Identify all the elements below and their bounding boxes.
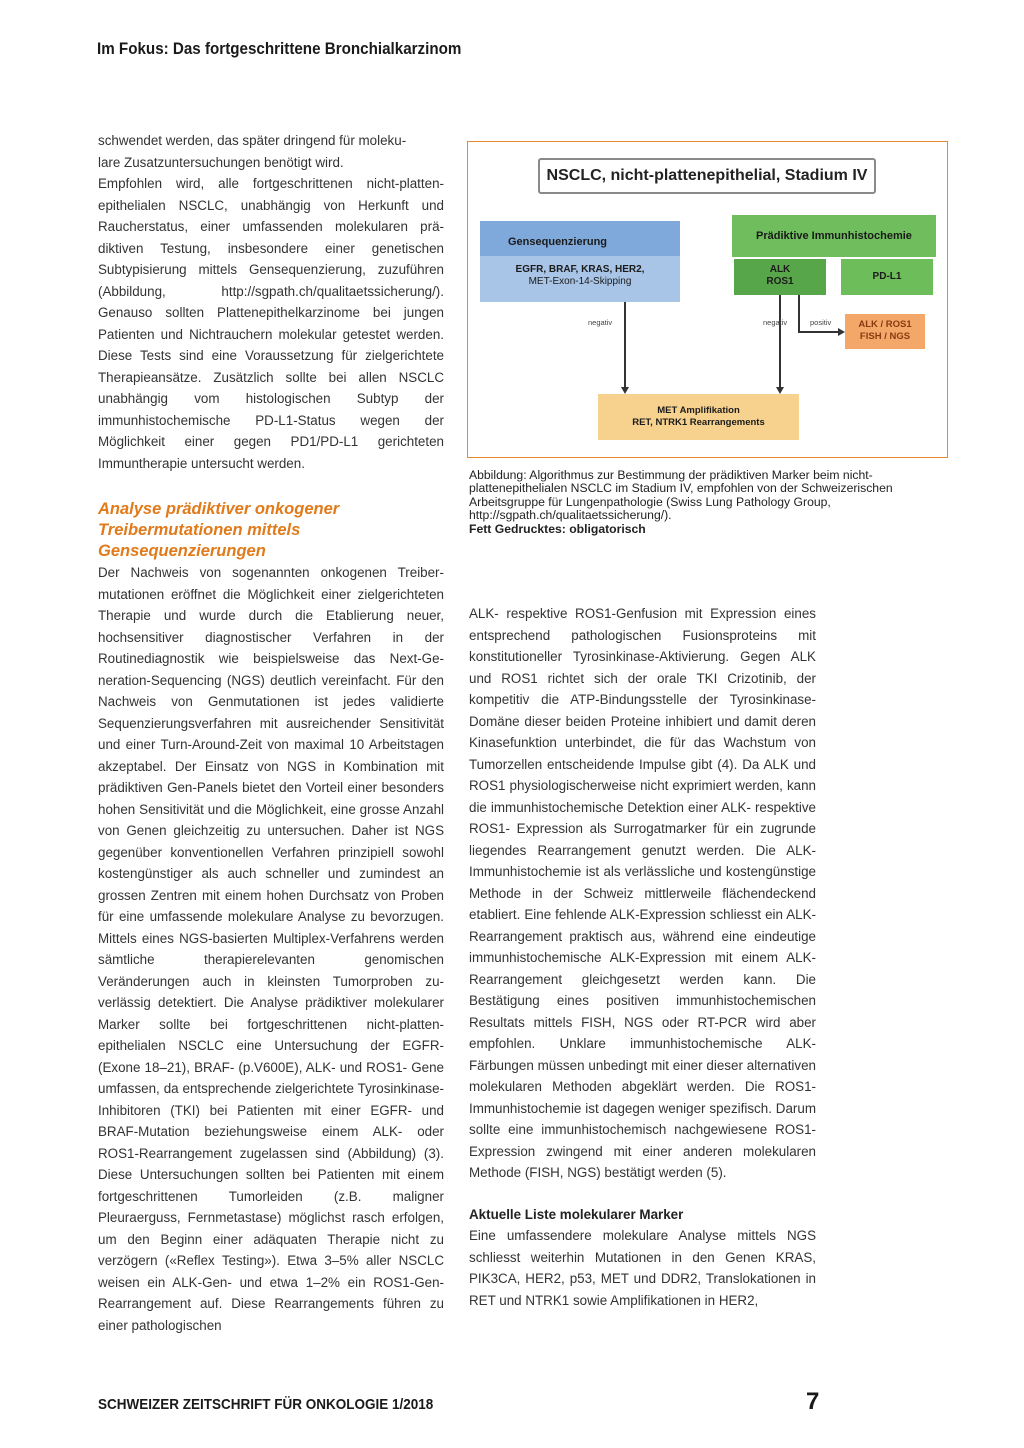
- arrow-down-icon: [776, 387, 784, 394]
- body-paragraph: ALK- respektive ROS1-Genfusion mit Expression eines entsprechend pathologischen Fusionsproteins mit konstitutioneller Tyrosinkinase-Aktivierung. Gegen ALK und ROS1 richtet sich der orale TKI Crizotinib, der kompetitiv die ATP-Bindungsstelle der Tyrosinkinase-Domäne dieser beiden Proteine inhibiert und damit deren Kinasefunktion unterbindet, die für das Wachstum von Tumorzellen entscheidende Impulse gibt (4). Da ALK und ROS1 physiologischerweise nicht exprimiert werden, kann die immunhistochemische Detektion einer ALK- respektive ROS1- Expression als Surrogatmarker für ein zugrunde liegendes Rearrangement genutzt werden. Die ALK- Immunhistochemie ist als verlässliche und kostengünstige Methode in der Schweiz mittlerweile flächendeckend etabliert. Eine fehlende ALK-Expression schliesst ein ALK-Rearrangement praktisch aus, während eine eindeutige immunhistochemische ALK-Expression mit einem ALK-Rearrangement gleichgesetzt werden kann. Die Bestätigung eines positiven immunhistochemischen Resultats mittels FISH, NGS oder RT-PCR wird aber empfohlen. Unklare immunhistochemische ALK-Färbungen müssen unbedingt mit einer dieser alternativen molekularen Methoden abgeklärt werden. Die ROS1-Immunhistochemie ist dagegen weniger spezifisch. Darum sollte eine immunhistochemisch nachgewiesene ROS1-Expression zwingend mit einer anderen molekularen Methode (FISH, NGS) bestätigt werden (5).: [469, 606, 816, 1180]
- left-column: [98, 130, 444, 1336]
- positiv-label: positiv: [810, 318, 832, 327]
- intro-line: lare Zusatzuntersuchungen benötigt wird.: [98, 154, 344, 170]
- body-paragraph: Empfohlen wird, alle fortgeschrittenen nicht-plattenepithelialen NSCLC, unabhängig von Herkunft und Raucherstatus, einer umfassenden molekularen prädiktiven Testung, insbesondere einer genetischen Subtypisierung mittels Gensequenzierung, zuzuführen (Abbildung, http://sgpath.ch/qualitaetssicherung/). Genauso sollten Plattenepithelkarzinome bei jungen Patienten und Nichtrauchern molekular getestet werden. Diese Tests sind eine Voraussetzung für zielgerichtete Therapieansätze. Zusätzlich sollte bei allen NSCLC unabhängig vom histologischen Subtyp der immunhistochemische PD-L1-Status wegen der Möglichkeit einer gegen PD1/PD-L1 gerichteten Immuntherapie untersucht werden.: [98, 176, 444, 471]
- subheading: Aktuelle Liste molekularer Marker: [469, 1206, 684, 1222]
- gensequenzierung-genes: [480, 256, 680, 302]
- met-line: RET, NTRK1 Rearrangements: [632, 417, 765, 428]
- ihc-header: Prädiktive Immunhistochemie: [732, 215, 936, 257]
- journal-footer: SCHWEIZER ZEITSCHRIFT FÜR ONKOLOGIE 1/2018: [98, 1396, 434, 1413]
- negativ-label: negativ: [763, 318, 788, 327]
- arrow-right-icon: [838, 328, 845, 336]
- section-heading: [98, 499, 444, 562]
- section-heading-line: Gensequenzierungen: [98, 542, 266, 560]
- intro-line: schwendet werden, das später dringend für moleku-: [98, 133, 407, 148]
- met-line: MET Amplifikation: [657, 405, 740, 416]
- body-paragraph: Der Nachweis von sogenannten onkogenen Treibermutationen eröffnet die Möglichkeit einer zielgerichteten Therapie und wurde durch die Etablierung neuer, hochsensitiver diagnostischer Verfahren in der Routinediagnostik wie beispielsweise das Next-Generation-Sequencing (NGS) deutlich vereinfacht. Für den Nachweis von Genmutationen ist jedes validierte Sequenzierungsverfahren mit ausreichender Sensitivität und einer Turn-Around-Zeit von maximal 10 Arbeitstagen akzeptabel. Der Einsatz von NGS in Kombination mit prädiktiven Gen-Panels bietet den Vorteil einer besonders hohen Sensitivität und die Möglichkeit, eine grosse Anzahl von Genen gleichzeitig zu untersuchen. Daher ist NGS gegenüber konventionellen Verfahren prinzipiell sowohl kostengünstiger als auch schneller und zumindest an grossen Zentren mit einem hohen Durchsatz von Proben für eine umfassende molekulare Analyse zu bevorzugen. Mittels eines NGS-basierten Multiplex-Verfahrens werden sämtliche therapierelevanten genomischen Veränderungen auch in kleinsten Tumorproben zuverlässig detektiert. Die Analyse prädiktiver molekularer Marker sollte bei fortgeschrittenen nicht-plattenepithelialen NSCLC eine Untersuchung der EGFR- (Exone 18–21), BRAF- (p.V600E), ALK- und ROS1- Gene umfassen, da entsprechende zielgerichtete Tyrosinkinase-Inhibitoren (TKI) bei Patienten mit einer EGFR- und BRAF-Mutation beziehungsweise einem ALK- oder ROS1-Rearrangement zugelassen sind (Abbildung) (3). Diese Untersuchungen sollten bei Patienten mit einem fortgeschrittenen Tumorleiden (z.B. maligner Pleuraerguss, Fernmetastase) möglichst rasch erfolgen, um den Beginn einer adäquaten Therapie nicht zu verzögern («Reflex Testing»). Etwa 3–5% aller NSCLC weisen ein ALK-Gen- und etwa 1–2% ein ROS1-Gen-Rearrangement auf. Diese Rearrangements führen zu einer pathologischen: [98, 565, 444, 1333]
- connector-line: [624, 302, 626, 390]
- fish-line: ALK / ROS1: [858, 319, 912, 330]
- right-column: [469, 603, 816, 1311]
- fish-ngs-box: [845, 314, 925, 349]
- gensequenzierung-genes-line: MET-Exon-14-Skipping: [528, 276, 632, 287]
- figure-caption: [469, 469, 949, 536]
- connector-line: [798, 295, 800, 332]
- negativ-label: negativ: [588, 318, 613, 327]
- pdl1-box: PD-L1: [841, 259, 933, 295]
- gensequenzierung-genes-line: EGFR, BRAF, KRAS, HER2,: [515, 264, 645, 275]
- arrow-down-icon: [621, 387, 629, 394]
- caption-note: Fett Gedrucktes: obligatorisch: [469, 521, 646, 536]
- connector-line: [779, 295, 781, 390]
- section-heading-line: Analyse prädiktiver onkogener: [98, 500, 340, 518]
- met-ret-ntrk1-box: [598, 394, 799, 440]
- algorithm-figure: [467, 141, 948, 458]
- section-heading-line: Treibermutationen mittels: [98, 521, 301, 539]
- alk-ros1-box: [734, 259, 826, 295]
- page-number: 7: [806, 1388, 820, 1415]
- alk-label: ALK: [769, 264, 791, 275]
- caption-text: Abbildung: Algorithmus zur Bestimmung der prädiktiven Marker beim nichtplattenepithelialen NSCLC im Stadium IV, empfohlen von der Schweizerischen Arbeitsgruppe für Lungenpathologie (Swiss Lung Pathology Group, http://sgpath.ch/qualitaetssicherung/).: [469, 468, 893, 523]
- ros1-label: ROS1: [766, 276, 794, 287]
- fish-line: FISH / NGS: [859, 331, 911, 342]
- gensequenzierung-header: Gensequenzierung: [480, 221, 680, 263]
- running-header: Im Fokus: Das fortgeschrittene Bronchialkarzinom: [97, 40, 462, 58]
- figure-title-box: NSCLC, nicht-plattenepithelial, Stadium IV: [538, 158, 876, 194]
- connector-line: [798, 331, 838, 333]
- body-paragraph: Eine umfassendere molekulare Analyse mittels NGS schliesst weiterhin Mutationen in den Genen KRAS, PIK3CA, HER2, p53, MET und DDR2, Translokationen in RET und NTRK1 sowie Amplifikationen in HER2,: [469, 1228, 816, 1308]
